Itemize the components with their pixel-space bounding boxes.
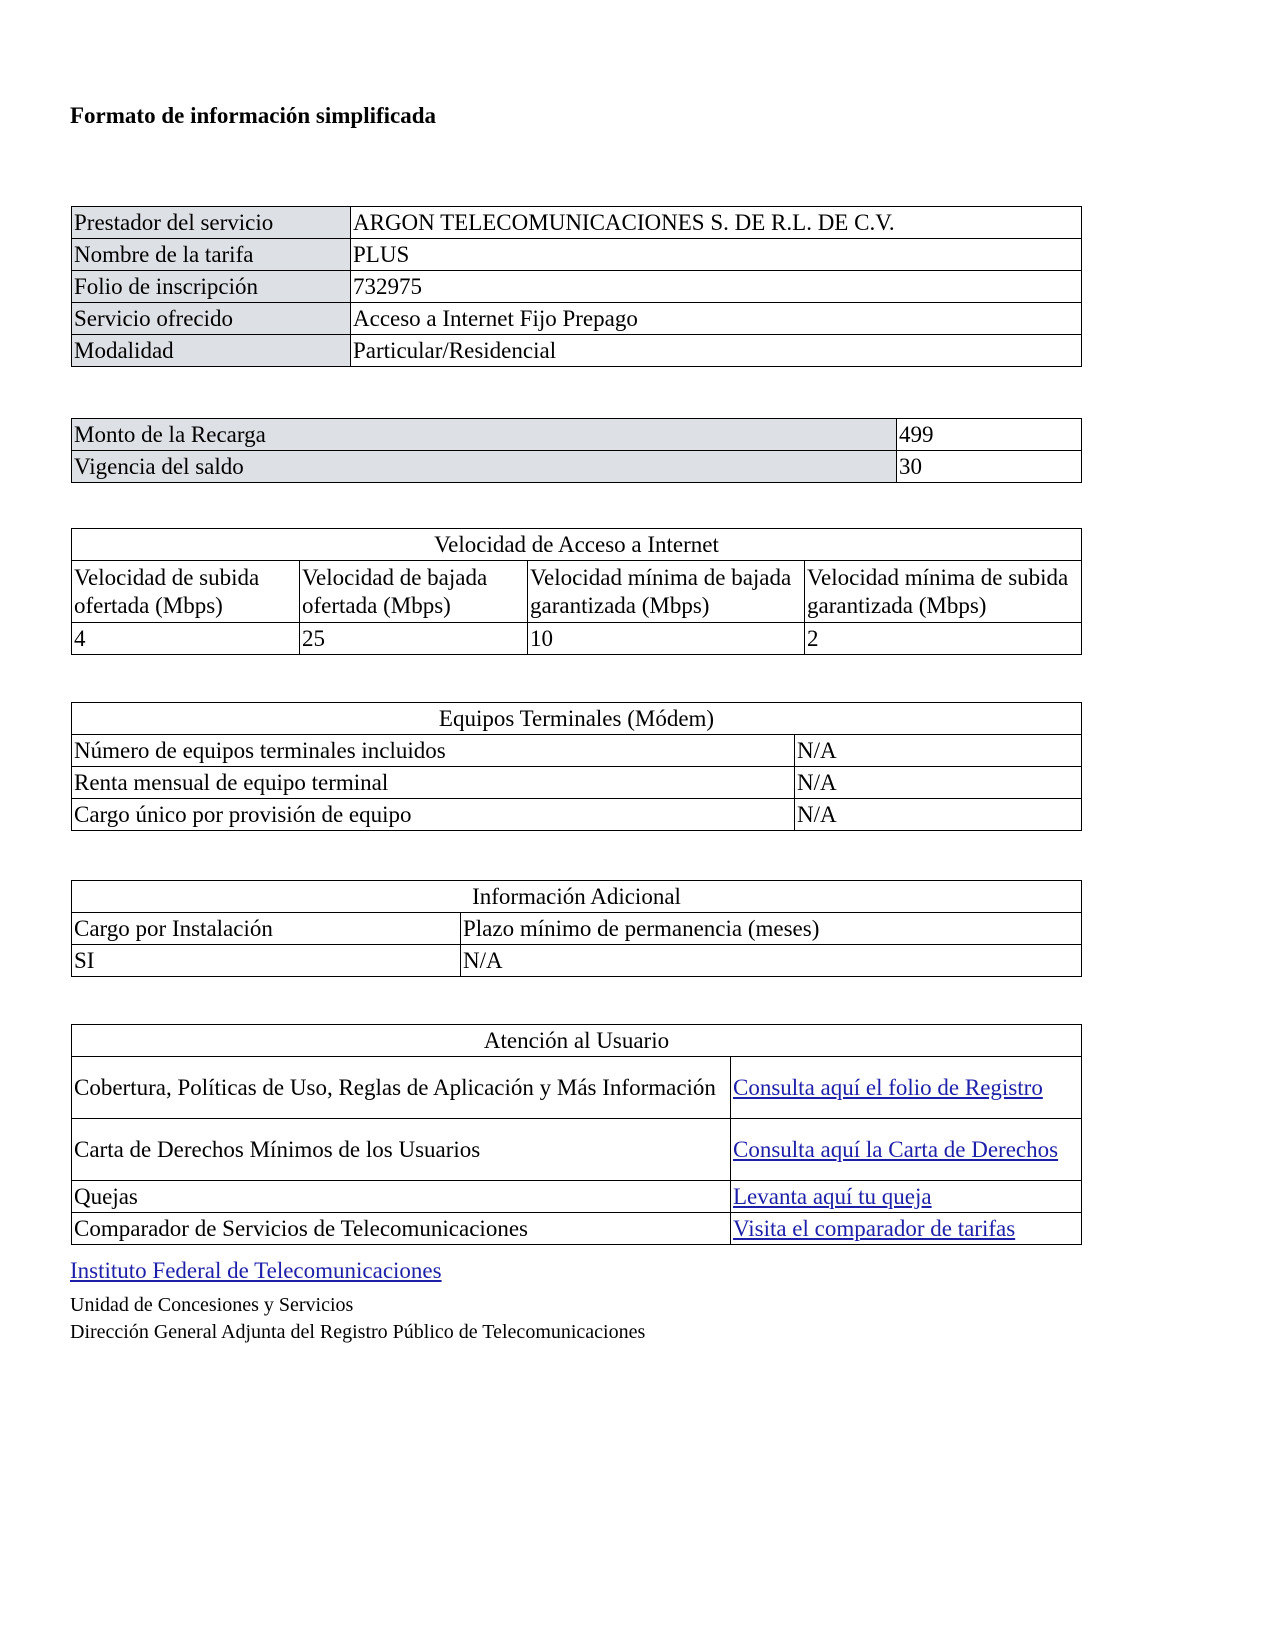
table-header-row <box>72 1025 1082 1057</box>
field-label: Prestador del servicio <box>72 207 351 239</box>
atencion-table <box>71 1024 1082 1245</box>
table-header-row <box>72 881 1082 913</box>
table-row <box>72 913 1082 945</box>
field-label: Comparador de Servicios de Telecomunicaciones <box>72 1213 731 1245</box>
column-header: Velocidad mínima de bajada garantizada (Mbps) <box>528 561 805 623</box>
equipos-table <box>71 702 1082 831</box>
field-value: 732975 <box>351 271 1082 303</box>
table-row <box>72 735 1082 767</box>
table-row <box>72 1181 1082 1213</box>
carta-derechos-link[interactable]: Consulta aquí la Carta de Derechos <box>733 1136 1059 1162</box>
field-label: Carta de Derechos Mínimos de los Usuarios <box>72 1119 731 1181</box>
queja-link[interactable]: Levanta aquí tu queja <box>733 1183 932 1209</box>
velocidad-table <box>71 528 1082 655</box>
table-row <box>72 1213 1082 1245</box>
page-title: Formato de información simplificada <box>70 103 437 128</box>
section-header: Atención al Usuario <box>72 1025 1082 1057</box>
cell-value: N/A <box>461 945 1082 977</box>
field-label: Número de equipos terminales incluidos <box>72 735 795 767</box>
table-header-row <box>72 703 1082 735</box>
column-header: Plazo mínimo de permanencia (meses) <box>461 913 1082 945</box>
field-value: 30 <box>897 451 1082 483</box>
comparador-tarifas-link[interactable]: Visita el comparador de tarifas <box>733 1215 1016 1241</box>
table-row <box>72 335 1082 367</box>
table-row <box>72 303 1082 335</box>
recarga-table <box>71 418 1082 483</box>
field-label: Modalidad <box>72 335 351 367</box>
column-header: Velocidad de subida ofertada (Mbps) <box>72 561 300 623</box>
field-label: Quejas <box>72 1181 731 1213</box>
link-cell <box>731 1213 1082 1245</box>
table-header-row <box>72 529 1082 561</box>
field-value: N/A <box>795 735 1082 767</box>
field-label: Folio de inscripción <box>72 271 351 303</box>
footer-direction: Dirección General Adjunta del Registro Público de Telecomunicaciones <box>70 1321 646 1343</box>
table-row <box>72 451 1082 483</box>
adicional-table <box>71 880 1082 977</box>
table-row <box>72 945 1082 977</box>
column-header: Cargo por Instalación <box>72 913 461 945</box>
field-value: Particular/Residencial <box>351 335 1082 367</box>
link-cell <box>731 1181 1082 1213</box>
section-header: Información Adicional <box>72 881 1082 913</box>
field-label: Monto de la Recarga <box>72 419 897 451</box>
field-value: ARGON TELECOMUNICACIONES S. DE R.L. DE C.V. <box>351 207 1082 239</box>
link-cell <box>731 1119 1082 1181</box>
table-row <box>72 561 1082 623</box>
field-label: Vigencia del saldo <box>72 451 897 483</box>
table-row <box>72 207 1082 239</box>
table-row <box>72 271 1082 303</box>
footer-unit: Unidad de Concesiones y Servicios <box>70 1294 354 1316</box>
section-header: Velocidad de Acceso a Internet <box>72 529 1082 561</box>
field-value: N/A <box>795 799 1082 831</box>
table-row <box>72 419 1082 451</box>
general-info-table <box>71 206 1082 367</box>
section-header: Equipos Terminales (Módem) <box>72 703 1082 735</box>
column-header: Velocidad mínima de subida garantizada (Mbps) <box>805 561 1082 623</box>
field-value: N/A <box>795 767 1082 799</box>
table-row <box>72 1119 1082 1181</box>
field-value: 499 <box>897 419 1082 451</box>
ift-link[interactable]: Instituto Federal de Telecomunicaciones <box>70 1258 442 1283</box>
link-cell <box>731 1057 1082 1119</box>
cell-value: 10 <box>528 623 805 655</box>
field-label: Renta mensual de equipo terminal <box>72 767 795 799</box>
table-row <box>72 767 1082 799</box>
field-label: Cobertura, Políticas de Uso, Reglas de Aplicación y Más Información <box>72 1057 731 1119</box>
cell-value: 25 <box>300 623 528 655</box>
field-value: Acceso a Internet Fijo Prepago <box>351 303 1082 335</box>
cell-value: 2 <box>805 623 1082 655</box>
table-row <box>72 799 1082 831</box>
cell-value: SI <box>72 945 461 977</box>
field-label: Cargo único por provisión de equipo <box>72 799 795 831</box>
field-label: Servicio ofrecido <box>72 303 351 335</box>
cell-value: 4 <box>72 623 300 655</box>
field-label: Nombre de la tarifa <box>72 239 351 271</box>
column-header: Velocidad de bajada ofertada (Mbps) <box>300 561 528 623</box>
table-row <box>72 1057 1082 1119</box>
folio-registro-link[interactable]: Consulta aquí el folio de Registro <box>733 1074 1043 1100</box>
field-value: PLUS <box>351 239 1082 271</box>
table-row <box>72 239 1082 271</box>
table-row <box>72 623 1082 655</box>
